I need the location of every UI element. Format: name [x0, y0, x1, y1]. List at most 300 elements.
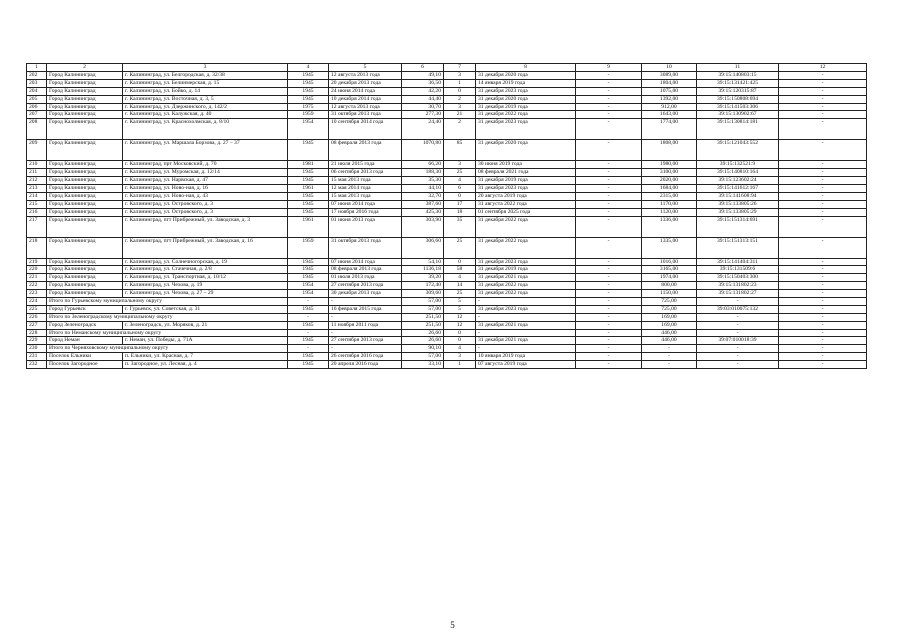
count-cell: 0 — [444, 337, 476, 345]
table-row — [27, 305, 867, 313]
column-9-cell: - — [576, 72, 642, 80]
column-10-cell: 1774,00 — [642, 119, 697, 140]
count-cell: 0 — [444, 258, 476, 266]
column-12-cell: - — [779, 237, 867, 258]
table-row — [27, 353, 867, 361]
table-row — [27, 282, 867, 290]
table-row — [27, 140, 867, 161]
subtotal-row — [27, 298, 867, 306]
deadline-cell: 08 февраля 2021 года — [476, 169, 576, 177]
column-10-cell: 446,00 — [642, 337, 697, 345]
count-cell: 3 — [444, 72, 476, 80]
column-10-cell: 1336,00 — [642, 216, 697, 237]
cadastral-number-cell: 39:15:121043:552 — [697, 140, 779, 161]
column-9-cell: - — [576, 353, 642, 361]
column-9-cell: - — [576, 169, 642, 177]
date-cell: - — [329, 298, 402, 306]
column-10-cell: 800,00 — [642, 282, 697, 290]
address-cell: п. Загородное, ул. Лесная, д. 4 — [123, 361, 288, 369]
column-10-cell: 725,00 — [642, 298, 697, 306]
area-cell: 172,40 — [402, 282, 444, 290]
row-number-cell: 221 — [27, 274, 47, 282]
address-cell: г. Калининград, ул. Белгородская, д. 32/38 — [123, 72, 288, 80]
column-12-cell: - — [779, 79, 867, 87]
row-number-cell: 231 — [27, 353, 47, 361]
year-cell: 1945 — [288, 321, 329, 329]
column-number-row — [27, 64, 867, 72]
date-cell: 26 сентября 2016 года — [329, 353, 402, 361]
settlement-cell: Город Калининград — [47, 237, 123, 258]
date-cell: 20 декабря 2013 года — [329, 79, 402, 87]
area-cell: 57,00 — [402, 305, 444, 313]
table-row — [27, 161, 867, 169]
address-cell: г. Калининград, ул. Островского, д. 3 — [123, 208, 288, 216]
column-10-cell: 446,00 — [642, 329, 697, 337]
date-cell: 15 мая 2013 года — [329, 192, 402, 200]
table-body — [27, 64, 867, 369]
count-cell: 12 — [444, 321, 476, 329]
column-10-cell: 1684,00 — [642, 185, 697, 193]
area-cell: 57,00 — [402, 353, 444, 361]
year-cell: 1945 — [288, 95, 329, 103]
year-cell: 1959 — [288, 237, 329, 258]
year-cell: 1945 — [288, 177, 329, 185]
settlement-cell: Город Калининград — [47, 103, 123, 111]
address-cell: г. Калининград, ул. Маршала Борзова, д. 27 – 37 — [123, 140, 288, 161]
column-9-cell: - — [576, 274, 642, 282]
table-row — [27, 321, 867, 329]
date-cell: 12 мая 2014 года — [329, 185, 402, 193]
deadline-cell: 31 декабря 2019 года — [476, 177, 576, 185]
settlement-cell: Город Калининград — [47, 72, 123, 80]
deadline-cell: 31 декабря 2022 года — [476, 290, 576, 298]
address-cell: г. Калининград, ул. Нарвская, д. 47 — [123, 177, 288, 185]
settlement-cell: Город Калининград — [47, 111, 123, 119]
settlement-cell: Город Калининград — [47, 266, 123, 274]
address-cell: г. Калининград, пгт Прибрежный, ул. Заводская, д. 3 — [123, 216, 288, 237]
table-row — [27, 274, 867, 282]
count-cell: 5 — [444, 298, 476, 306]
year-cell: 1959 — [288, 111, 329, 119]
year-cell: 1945 — [288, 361, 329, 369]
count-cell: 17 — [444, 200, 476, 208]
row-number-cell: 204 — [27, 87, 47, 95]
deadline-cell: 31 декабря 2019 года — [476, 266, 576, 274]
year-cell: 1954 — [288, 282, 329, 290]
deadline-cell: 31 декабря 2021 года — [476, 321, 576, 329]
deadline-cell: - — [476, 329, 576, 337]
row-number-cell: 230 — [27, 345, 47, 353]
column-9-cell: - — [576, 111, 642, 119]
address-cell: г. Калининград, ул. Калужская, д. 40 — [123, 111, 288, 119]
column-9-cell: - — [576, 140, 642, 161]
settlement-cell: Город Калининград — [47, 185, 123, 193]
cadastral-number-cell: 39:15:131802:23 — [697, 282, 779, 290]
column-number: 1 — [27, 64, 47, 72]
column-12-cell: - — [779, 313, 867, 321]
row-number-cell: 229 — [27, 337, 47, 345]
subtotal-label-cell: Итого по Зеленоградскому муниципальному округу — [47, 313, 288, 321]
column-12-cell: - — [779, 337, 867, 345]
column-number: 8 — [476, 64, 576, 72]
cadastral-number-cell: - — [697, 361, 779, 369]
column-9-cell: - — [576, 177, 642, 185]
address-cell: п. Ельники, ул. Красная, д. 7 — [123, 353, 288, 361]
address-cell: г. Калининград, ул. Стачечная, д. 2/8 — [123, 266, 288, 274]
column-10-cell: 169,00 — [642, 313, 697, 321]
address-cell: г. Калининград, ул. Дзержинского, д. 142/2 — [123, 103, 288, 111]
address-cell: г. Неман, ул. Победы, д. 71А — [123, 337, 288, 345]
row-number-cell: 223 — [27, 290, 47, 298]
address-cell: г. Калининград, ул. Ново-ная, д. 16 — [123, 185, 288, 193]
count-cell: 12 — [444, 313, 476, 321]
row-number-cell: 211 — [27, 169, 47, 177]
deadline-cell: 14 января 2019 года — [476, 79, 576, 87]
column-12-cell: - — [779, 111, 867, 119]
column-12-cell: - — [779, 103, 867, 111]
column-12-cell: - — [779, 72, 867, 80]
column-number: 3 — [123, 64, 288, 72]
column-10-cell: 2020,00 — [642, 177, 697, 185]
area-cell: 188,30 — [402, 169, 444, 177]
column-10-cell: 1974,00 — [642, 274, 697, 282]
settlement-cell: Город Калининград — [47, 169, 123, 177]
deadline-cell: 10 января 2019 года — [476, 353, 576, 361]
cadastral-number-cell: 39:15:131421:425 — [697, 79, 779, 87]
date-cell: 15 мая 2013 года — [329, 177, 402, 185]
year-cell: 1945 — [288, 200, 329, 208]
column-12-cell: - — [779, 140, 867, 161]
cadastral-number-cell: 39:15:131802:27 — [697, 290, 779, 298]
column-12-cell: - — [779, 298, 867, 306]
row-number-cell: 207 — [27, 111, 47, 119]
area-cell: 32,70 — [402, 192, 444, 200]
table-row — [27, 87, 867, 95]
count-cell: 6 — [444, 185, 476, 193]
row-number-cell: 213 — [27, 185, 47, 193]
table-row — [27, 361, 867, 369]
housing-register-table — [26, 63, 867, 369]
year-cell: - — [288, 298, 329, 306]
cadastral-number-cell: 39:15:151314:691 — [697, 216, 779, 237]
row-number-cell: 232 — [27, 361, 47, 369]
column-10-cell: 3165,00 — [642, 266, 697, 274]
column-9-cell: - — [576, 345, 642, 353]
area-cell: 57,00 — [402, 298, 444, 306]
table-row — [27, 185, 867, 193]
deadline-cell: 31 декабря 2023 года — [476, 258, 576, 266]
table-row — [27, 95, 867, 103]
deadline-cell: 31 декабря 2019 года — [476, 103, 576, 111]
date-cell: 10 декабря 2014 года — [329, 95, 402, 103]
column-12-cell: - — [779, 95, 867, 103]
column-9-cell: - — [576, 79, 642, 87]
row-number-cell: 220 — [27, 266, 47, 274]
column-10-cell: 169,00 — [642, 321, 697, 329]
cadastral-number-cell: - — [697, 298, 779, 306]
count-cell: 18 — [444, 208, 476, 216]
area-cell: 1070,80 — [402, 140, 444, 161]
column-9-cell: - — [576, 185, 642, 193]
settlement-cell: Город Калининград — [47, 95, 123, 103]
cadastral-number-cell: 39:15:141404:311 — [697, 258, 779, 266]
deadline-cell: 31 декабря 2020 года — [476, 95, 576, 103]
column-9-cell: - — [576, 321, 642, 329]
cadastral-number-cell: 39:15:132521:9 — [697, 161, 779, 169]
address-cell: г. Калининград, ул. Муромская, д. 12/14 — [123, 169, 288, 177]
row-number-cell: 225 — [27, 305, 47, 313]
area-cell: 303,90 — [402, 216, 444, 237]
table-row — [27, 177, 867, 185]
settlement-cell: Город Калининград — [47, 161, 123, 169]
column-12-cell: - — [779, 353, 867, 361]
deadline-cell: 31 декабря 2022 года — [476, 282, 576, 290]
column-9-cell: - — [576, 216, 642, 237]
row-number-cell: 209 — [27, 140, 47, 161]
year-cell: 1945 — [288, 305, 329, 313]
count-cell: 4 — [444, 345, 476, 353]
column-10-cell: 1016,00 — [642, 258, 697, 266]
address-cell: г. Калининград, прт Московский, д. 70 — [123, 161, 288, 169]
column-10-cell: - — [642, 345, 697, 353]
year-cell: 1945 — [288, 274, 329, 282]
count-cell: 58 — [444, 266, 476, 274]
date-cell: 10 сентября 2014 года — [329, 119, 402, 140]
column-12-cell: - — [779, 345, 867, 353]
column-9-cell: - — [576, 313, 642, 321]
column-12-cell: - — [779, 266, 867, 274]
column-number: 4 — [288, 64, 329, 72]
date-cell: 31 октября 2013 года — [329, 111, 402, 119]
count-cell: 2 — [444, 119, 476, 140]
deadline-cell: - — [476, 313, 576, 321]
column-12-cell: - — [779, 185, 867, 193]
column-9-cell: - — [576, 266, 642, 274]
column-number: 6 — [402, 64, 444, 72]
address-cell: г. Калининград, пгт Прибрежный, ул. Заводская, д. 16 — [123, 237, 288, 258]
settlement-cell: Город Калининград — [47, 119, 123, 140]
year-cell: 1945 — [288, 266, 329, 274]
column-number: 10 — [642, 64, 697, 72]
cadastral-number-cell: 39:15:141503:306 — [697, 103, 779, 111]
column-12-cell: - — [779, 161, 867, 169]
row-number-cell: 214 — [27, 192, 47, 200]
count-cell: 3 — [444, 103, 476, 111]
table-row — [27, 79, 867, 87]
row-number-cell: 215 — [27, 200, 47, 208]
address-cell: г. Калининград, ул. Островского, д. 3 — [123, 200, 288, 208]
deadline-cell: 07 августа 2019 года — [476, 361, 576, 369]
table-row — [27, 111, 867, 119]
table-row — [27, 200, 867, 208]
column-number: 11 — [697, 64, 779, 72]
settlement-cell: Город Калининград — [47, 87, 123, 95]
area-cell: 306,60 — [402, 237, 444, 258]
column-9-cell: - — [576, 258, 642, 266]
count-cell: 25 — [444, 169, 476, 177]
cadastral-number-cell: 39:15:123602:24 — [697, 177, 779, 185]
deadline-cell: 31 декабря 2021 года — [476, 274, 576, 282]
count-cell: 4 — [444, 274, 476, 282]
column-9-cell: - — [576, 305, 642, 313]
deadline-cell: 31 декабря 2022 года — [476, 237, 576, 258]
table-row — [27, 216, 867, 237]
count-cell: 0 — [444, 192, 476, 200]
subtotal-label-cell: Итого по Гурьевскому муниципальному округу — [47, 298, 288, 306]
area-cell: 49,10 — [402, 72, 444, 80]
table-row — [27, 337, 867, 345]
column-10-cell: - — [642, 353, 697, 361]
address-cell: г. Калининград, ул. Чехова, д. 27 – 29 — [123, 290, 288, 298]
settlement-cell: Город Калининград — [47, 140, 123, 161]
cadastral-number-cell: 39:15:133805:29 — [697, 208, 779, 216]
date-cell: - — [329, 313, 402, 321]
row-number-cell: 203 — [27, 79, 47, 87]
count-cell: 2 — [444, 95, 476, 103]
table-row — [27, 266, 867, 274]
cadastral-number-cell: 39:15:150403:300 — [697, 274, 779, 282]
subtotal-label-cell: Итого по Черняховскому муниципальному округу — [47, 345, 288, 353]
address-cell: г. Калининград, ул. Белинмерская, д. 15 — [123, 79, 288, 87]
address-cell: г. Гурьевск, ул. Советская, д. 31 — [123, 305, 288, 313]
column-10-cell: 1392,00 — [642, 95, 697, 103]
area-cell: 35,30 — [402, 177, 444, 185]
column-12-cell: - — [779, 258, 867, 266]
cadastral-number-cell: - — [697, 329, 779, 337]
area-cell: 277,30 — [402, 111, 444, 119]
area-cell: 44,40 — [402, 95, 444, 103]
column-number: 2 — [47, 64, 123, 72]
date-cell: - — [329, 329, 402, 337]
column-9-cell: - — [576, 161, 642, 169]
deadline-cell: 31 декабря 2020 года — [476, 140, 576, 161]
date-cell: 11 ноября 2011 года — [329, 321, 402, 329]
row-number-cell: 226 — [27, 313, 47, 321]
column-12-cell: - — [779, 305, 867, 313]
table-row — [27, 192, 867, 200]
column-10-cell: 1980,00 — [642, 161, 697, 169]
count-cell: 3 — [444, 161, 476, 169]
area-cell: 26,60 — [402, 329, 444, 337]
row-number-cell: 218 — [27, 237, 47, 258]
cadastral-number-cell: 39:15:141612:167 — [697, 185, 779, 193]
year-cell: - — [288, 345, 329, 353]
settlement-cell: Город Калининград — [47, 258, 123, 266]
area-cell: 90,10 — [402, 345, 444, 353]
area-cell: 387,60 — [402, 200, 444, 208]
row-number-cell: 222 — [27, 282, 47, 290]
date-cell: 01 июня 2013 года — [329, 216, 402, 237]
settlement-cell: Город Калининград — [47, 274, 123, 282]
year-cell: 1945 — [288, 258, 329, 266]
row-number-cell: 224 — [27, 298, 47, 306]
year-cell: 1945 — [288, 192, 329, 200]
count-cell: 3 — [444, 353, 476, 361]
column-10-cell: 1808,00 — [642, 140, 697, 161]
column-10-cell: 1075,00 — [642, 87, 697, 95]
cadastral-number-cell: 39:15:140803:15 — [697, 72, 779, 80]
cadastral-number-cell: 39:07:010018:39 — [697, 337, 779, 345]
date-cell: 07 июня 2014 года — [329, 258, 402, 266]
year-cell: 1961 — [288, 216, 329, 237]
date-cell: 12 августа 2013 года — [329, 103, 402, 111]
column-12-cell: - — [779, 290, 867, 298]
count-cell: 0 — [444, 87, 476, 95]
column-10-cell: 725,00 — [642, 305, 697, 313]
year-cell: 1945 — [288, 87, 329, 95]
cadastral-number-cell: 39:15:130902:67 — [697, 111, 779, 119]
column-10-cell: 2315,00 — [642, 192, 697, 200]
area-cell: 24,40 — [402, 119, 444, 140]
column-12-cell: - — [779, 87, 867, 95]
deadline-cell: 31 декабря 2023 года — [476, 305, 576, 313]
table-row — [27, 119, 867, 140]
address-cell: г. Калининград, ул. Транспортная, д. 10/12 — [123, 274, 288, 282]
area-cell: 54,10 — [402, 258, 444, 266]
count-cell: 0 — [444, 329, 476, 337]
page-number: 5 — [450, 620, 455, 630]
area-cell: 26,60 — [402, 337, 444, 345]
cadastral-number-cell: 39:15:120315:87 — [697, 87, 779, 95]
area-cell: 42,20 — [402, 87, 444, 95]
count-cell: 1 — [444, 361, 476, 369]
date-cell: 24 июня 2014 года — [329, 87, 402, 95]
settlement-cell: Город Калининград — [47, 177, 123, 185]
row-number-cell: 212 — [27, 177, 47, 185]
date-cell: 30 декабря 2013 года — [329, 290, 402, 298]
column-10-cell: 912,00 — [642, 103, 697, 111]
column-10-cell: 3089,00 — [642, 72, 697, 80]
column-12-cell: - — [779, 208, 867, 216]
column-12-cell: - — [779, 119, 867, 140]
column-9-cell: - — [576, 103, 642, 111]
settlement-cell: Город Калининград — [47, 290, 123, 298]
date-cell: 27 сентября 2013 года — [329, 282, 402, 290]
deadline-cell: 20 августа 2019 года — [476, 192, 576, 200]
date-cell: 08 февраля 2013 года — [329, 140, 402, 161]
column-9-cell: - — [576, 87, 642, 95]
area-cell: 251,50 — [402, 321, 444, 329]
area-cell: 66,20 — [402, 161, 444, 169]
settlement-cell: Город Калининград — [47, 216, 123, 237]
area-cell: 44,10 — [402, 185, 444, 193]
table-row — [27, 290, 867, 298]
subtotal-row — [27, 345, 867, 353]
settlement-cell: Город Калининград — [47, 200, 123, 208]
column-9-cell: - — [576, 290, 642, 298]
column-9-cell: - — [576, 329, 642, 337]
column-12-cell: - — [779, 177, 867, 185]
cadastral-number-cell: 39:15:131509:6 — [697, 266, 779, 274]
deadline-cell: 30 июня 2019 года — [476, 161, 576, 169]
row-number-cell: 205 — [27, 95, 47, 103]
area-cell: 36,50 — [402, 79, 444, 87]
deadline-cell: 31 декабря 2022 года — [476, 216, 576, 237]
cadastral-number-cell: 39:15:130814:181 — [697, 119, 779, 140]
column-12-cell: - — [779, 321, 867, 329]
subtotal-row — [27, 329, 867, 337]
row-number-cell: 227 — [27, 321, 47, 329]
column-number: 7 — [444, 64, 476, 72]
column-9-cell: - — [576, 208, 642, 216]
area-cell: 251,50 — [402, 313, 444, 321]
table-row — [27, 208, 867, 216]
count-cell: 85 — [444, 140, 476, 161]
row-number-cell: 217 — [27, 216, 47, 237]
settlement-cell: Город Неман — [47, 337, 123, 345]
column-12-cell: - — [779, 192, 867, 200]
column-10-cell: - — [642, 361, 697, 369]
